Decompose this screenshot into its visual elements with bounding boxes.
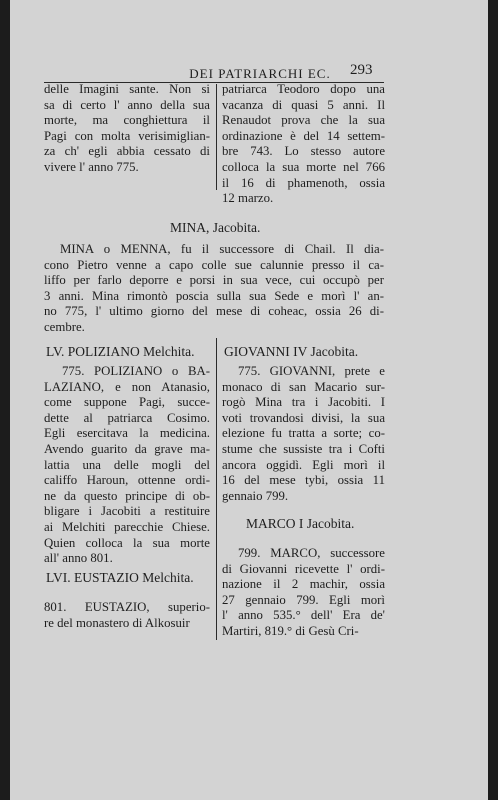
text-line: voti trovandosi divisi, la sua (222, 410, 385, 425)
text-line: 775. POLIZIANO o BA- (62, 364, 210, 378)
top-right-column (222, 82, 385, 207)
section-heading-giovanni: GIOVANNI IV Jacobita. (224, 344, 359, 359)
text-line: cono Pietro venne a capo colle sue calunnie presso il ca- (44, 257, 384, 272)
text-line: Martiri, 819.° di Gesù Cri- (222, 623, 359, 638)
text-line: di Giovanni ricevette l' ordi- (222, 561, 385, 576)
text-line: califfo Haroun, ottenne ordi- (44, 473, 210, 488)
text-line: 775. GIOVANNI, prete e (238, 364, 385, 378)
text-line: dette al patriarca Cosimo. (44, 410, 210, 425)
text-line: 12 marzo. (222, 191, 274, 206)
text-line: rogò Mina tra i Jacobiti. I (222, 395, 385, 410)
text-line: 16 del mese tybi, ossia 11 (222, 473, 385, 488)
text-line: 799. MARCO, successore (238, 546, 385, 560)
text-line: ancora oggidì. Egli morì il (222, 457, 385, 472)
text-line: no 775, l' ultimo giorno del mese di coheac, ossia 26 di- (44, 304, 384, 319)
text-line: MINA o MENNA, fu il successore di Chail. Il dia- (60, 242, 384, 256)
text-line: patriarca Teodoro dopo una (222, 82, 385, 96)
text-line: Quien colloca la sua morte (44, 535, 210, 550)
text-line: l' anno 535.° dell' Era de' (222, 608, 385, 623)
section-heading-marco: MARCO I Jacobita. (246, 516, 355, 531)
text-line: stume che sussiste tra i Cofti (222, 441, 385, 456)
text-line: all' anno 801. (44, 551, 113, 566)
text-line: Renaudot prova che la sua (222, 113, 385, 128)
text-line: gennaio 799. (222, 488, 289, 503)
text-line: delle Imagini sante. Non si (44, 82, 210, 96)
book-page (10, 0, 488, 800)
text-line: re del monastero di Alkosuir (44, 615, 190, 630)
text-line: cembre. (44, 319, 85, 334)
page-number: 293 (350, 62, 373, 78)
text-line: za ch' egli abbia cessato di (44, 144, 210, 159)
giovanni-paragraph (222, 364, 385, 504)
text-line: bligare i Jacobiti a restituire (44, 504, 210, 519)
text-line: 3 anni. Mina rimontò poscia sulla sua Sede e morì l' an- (44, 288, 384, 303)
text-line: Egli esercitava la medicina. (44, 426, 210, 441)
section-heading-poliziano: LV. POLIZIANO Melchita. (46, 344, 195, 359)
mina-paragraph (44, 242, 384, 336)
top-left-column (44, 82, 210, 176)
text-line: 801. EUSTAZIO, superio- (44, 600, 210, 614)
text-line: come suppone Pagi, succe- (44, 395, 210, 410)
text-line: ai Melchiti parecchie Chiese. (44, 519, 210, 534)
text-line: elezione fu tratta a sorte; co- (222, 426, 385, 441)
text-line: ordinazione è del 14 settem- (222, 128, 385, 143)
text-line: nazione il 2 machir, ossia (222, 577, 385, 592)
running-header: DEI PATRIARCHI EC. (189, 66, 331, 81)
text-line: liffo per farlo deporre e porsi in sua vece, cui occupò per (44, 273, 384, 288)
text-line: vacanza di quasi 5 anni. Il (222, 97, 385, 112)
poliziano-paragraph (44, 364, 210, 567)
text-line: bre 743. Lo stesso autore (222, 144, 385, 159)
text-line: LAZIANO, e non Atanasio, (44, 379, 210, 394)
text-line: morte, ma conghiettura il (44, 113, 210, 128)
text-line: sa di certo l' anno della sua (44, 97, 210, 112)
text-line: 27 gennaio 799. Egli morì (222, 592, 385, 607)
text-line: Pagi con molta verisimiglian- (44, 128, 210, 143)
text-line: colloca la sua morte nel 766 (222, 159, 385, 174)
text-line: il 16 di phamenoth, ossia (222, 175, 385, 190)
section-heading-eustazio: LVI. EUSTAZIO Melchita. (46, 570, 194, 585)
section-heading-mina: MINA, Jacobita. (170, 220, 261, 235)
text-line: Avendo guarito da grave ma- (44, 441, 210, 456)
column-divider (216, 84, 217, 190)
text-line: ne da questo principe di ob- (44, 488, 210, 503)
text-line: vivere l' anno 775. (44, 159, 139, 174)
text-line: lattia una delle mogli del (44, 457, 210, 472)
marco-paragraph (222, 546, 385, 640)
eustazio-paragraph (44, 600, 210, 631)
text-line: monaco di san Macario sur- (222, 379, 385, 394)
column-divider (216, 338, 217, 640)
